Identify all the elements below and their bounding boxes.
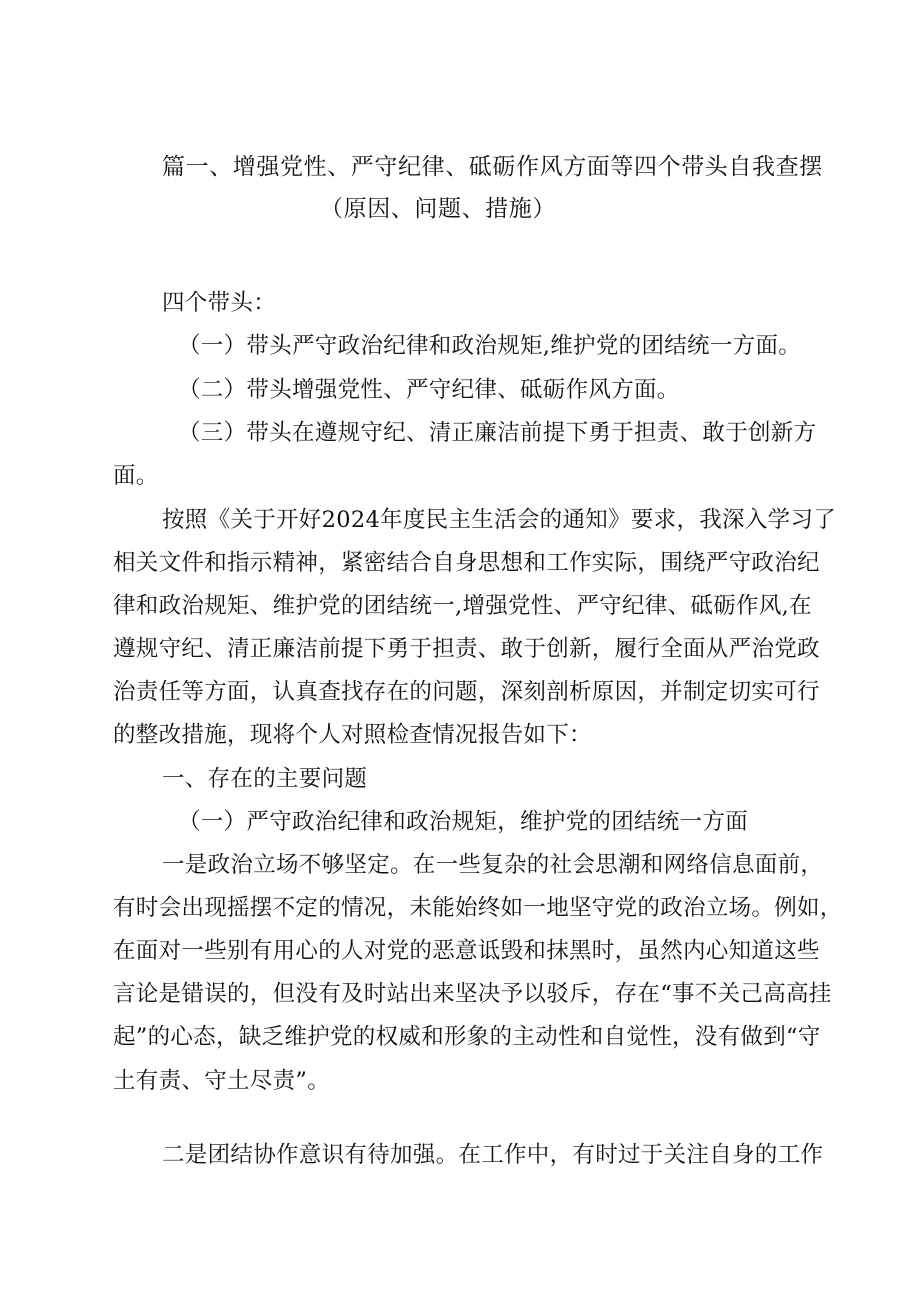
point-1-line: 一是政治立场不够坚定。在一些复杂的社会思潮和网络信息面前， bbox=[162, 852, 824, 878]
four-leads-item-1: （一）带头严守政治纪律和政治规矩,维护党的团结统一方面。 bbox=[178, 333, 802, 359]
point-1-line: 言论是错误的，但没有及时站出来坚决予以驳斥，存在“事不关己高高挂 bbox=[113, 981, 832, 1007]
point-1-line: 在面对一些别有用心的人对党的恶意诋毁和抹黑时，虽然内心知道这些 bbox=[113, 938, 820, 964]
section-1-heading: 一、存在的主要问题 bbox=[162, 766, 368, 792]
point-1-line: 起”的心态，缺乏维护党的权威和形象的主动性和自觉性，没有做到“守 bbox=[113, 1024, 821, 1050]
four-leads-heading: 四个带头： bbox=[162, 290, 277, 316]
document-title-line-2: （原因、问题、措施） bbox=[320, 196, 556, 222]
intro-paragraph-line: 治责任等方面，认真查找存在的问题，深刻剖析原因，并制定切实可行 bbox=[113, 679, 820, 705]
intro-paragraph-line: 遵规守纪、清正廉洁前提下勇于担责、敢于创新，履行全面从严治党政 bbox=[113, 636, 820, 662]
point-1-line: 有时会出现摇摆不定的情况，未能始终如一地坚守党的政治立场。例如， bbox=[113, 895, 843, 921]
intro-paragraph-line: 的整改措施，现将个人对照检查情况报告如下： bbox=[113, 722, 592, 748]
intro-paragraph-line: 律和政治规矩、维护党的团结统一,增强党性、严守纪律、砥砺作风,在 bbox=[113, 593, 812, 619]
document-title-line-1: 篇一、增强党性、严守纪律、砥砺作风方面等四个带头自我查摆 bbox=[162, 154, 823, 180]
subsection-1-heading: （一）严守政治纪律和政治规矩，维护党的团结统一方面 bbox=[178, 809, 749, 835]
point-1-line: 土有责、守土尽责”。 bbox=[113, 1068, 331, 1094]
intro-paragraph-line: 按照《关于开好2024年度民主生活会的通知》要求，我深入学习了 bbox=[162, 507, 837, 533]
four-leads-item-3-line-2: 面。 bbox=[113, 463, 159, 489]
four-leads-item-2: （二）带头增强党性、严守纪律、砥砺作风方面。 bbox=[178, 377, 680, 403]
point-2-line: 二是团结协作意识有待加强。在工作中，有时过于关注自身的工作 bbox=[162, 1142, 824, 1168]
four-leads-item-3-line-1: （三）带头在遵规守纪、清正廉洁前提下勇于担责、敢于创新方 bbox=[178, 420, 817, 446]
intro-paragraph-line: 相关文件和指示精神，紧密结合自身思想和工作实际，围绕严守政治纪 bbox=[113, 550, 820, 576]
